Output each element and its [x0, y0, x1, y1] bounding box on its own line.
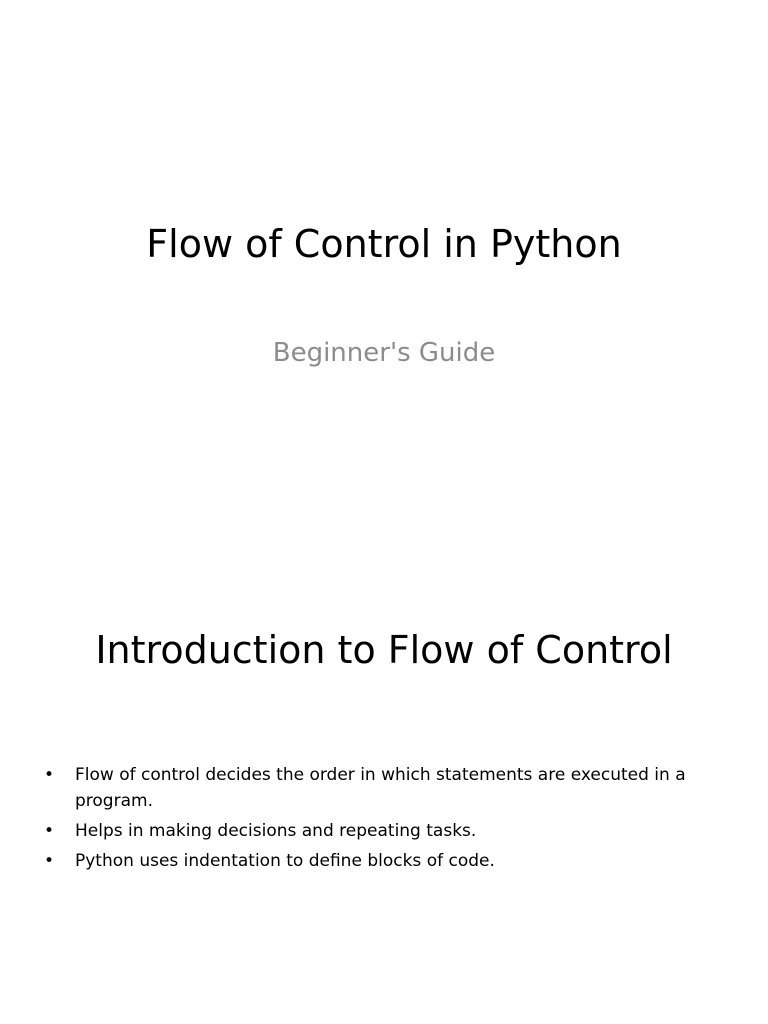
list-item [38, 848, 708, 874]
content-slide [0, 512, 768, 1024]
bullet-text: Flow of control decides the order in which statements are executed in a program. [75, 765, 686, 811]
presentation-title: Flow of Control in Python [146, 222, 622, 266]
bullet-text: Python uses indentation to define blocks of code. [75, 851, 495, 871]
bullet-icon: • [44, 851, 55, 871]
bullet-text: Helps in making decisions and repeating tasks. [75, 821, 477, 841]
list-item [38, 818, 708, 844]
bullet-icon: • [44, 765, 55, 785]
slide-title: Introduction to Flow of Control [95, 628, 673, 672]
bullet-icon: • [44, 821, 55, 841]
list-item [38, 762, 708, 814]
presentation-subtitle: Beginner's Guide [272, 338, 496, 368]
bullet-list [38, 762, 708, 878]
